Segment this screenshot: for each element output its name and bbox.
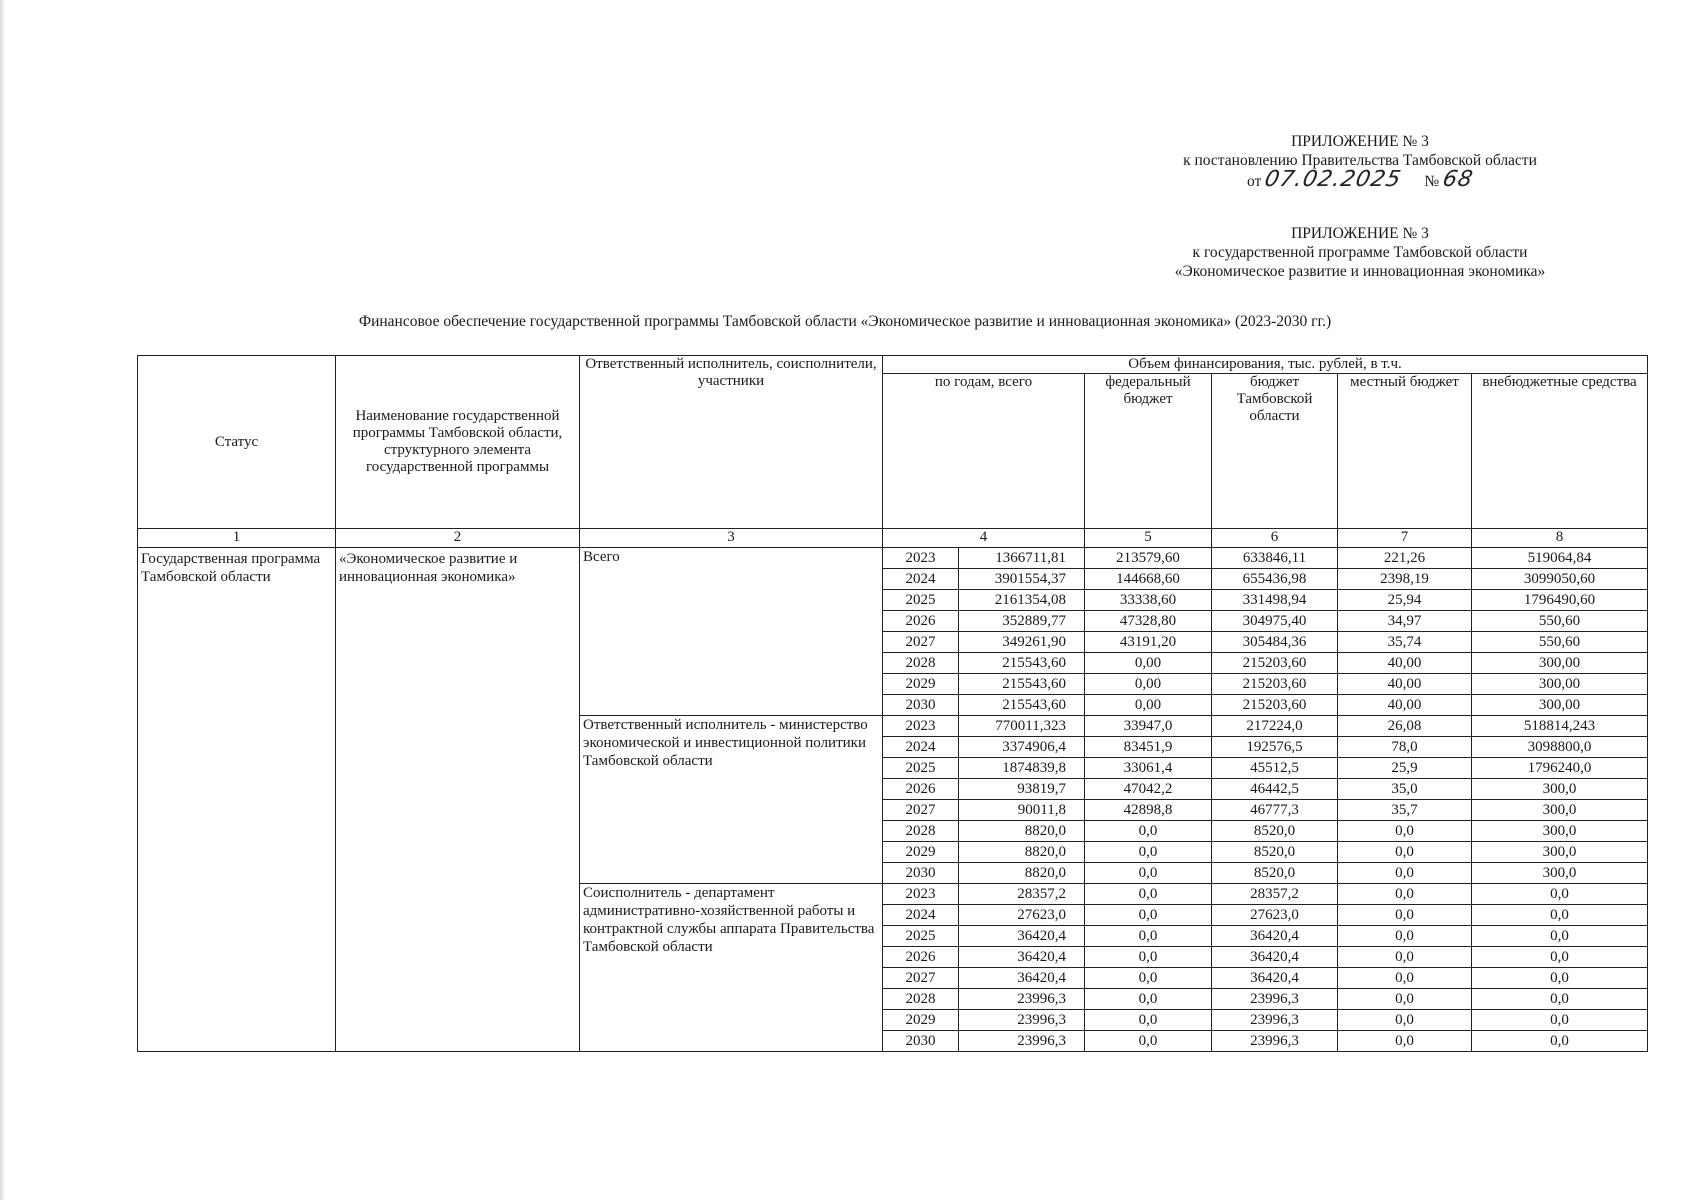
year-cell: 2030	[883, 1031, 959, 1052]
extra-cell: 519064,84	[1472, 548, 1648, 569]
year-cell: 2027	[883, 632, 959, 653]
year-cell: 2030	[883, 695, 959, 716]
regional-cell: 23996,3	[1212, 1010, 1338, 1031]
funding-table	[137, 355, 1648, 1052]
local-cell: 0,0	[1338, 968, 1472, 989]
local-cell: 0,0	[1338, 989, 1472, 1010]
regional-cell: 27623,0	[1212, 905, 1338, 926]
header-local: местный бюджет	[1338, 374, 1472, 529]
local-cell: 221,26	[1338, 548, 1472, 569]
local-cell: 35,0	[1338, 779, 1472, 800]
extra-cell: 550,60	[1472, 611, 1648, 632]
local-cell: 78,0	[1338, 737, 1472, 758]
federal-cell: 0,00	[1085, 695, 1212, 716]
status-cell: Государственная программа Тамбовской области	[138, 548, 336, 1052]
extra-cell: 300,0	[1472, 863, 1648, 884]
federal-cell: 0,0	[1085, 926, 1212, 947]
extra-cell: 300,0	[1472, 800, 1648, 821]
year-cell: 2027	[883, 800, 959, 821]
extra-cell: 0,0	[1472, 926, 1648, 947]
extra-cell: 550,60	[1472, 632, 1648, 653]
local-cell: 25,94	[1338, 590, 1472, 611]
col-number: 3	[580, 529, 883, 548]
federal-cell: 33947,0	[1085, 716, 1212, 737]
total-cell: 36420,4	[959, 926, 1085, 947]
total-cell: 28357,2	[959, 884, 1085, 905]
regional-cell: 45512,5	[1212, 758, 1338, 779]
header-federal: федеральный бюджет	[1085, 374, 1212, 529]
col-number: 1	[138, 529, 336, 548]
regional-cell: 36420,4	[1212, 968, 1338, 989]
year-cell: 2024	[883, 905, 959, 926]
funding-table-body	[138, 548, 1648, 1052]
extra-cell: 0,0	[1472, 905, 1648, 926]
year-cell: 2025	[883, 758, 959, 779]
regional-cell: 8520,0	[1212, 863, 1338, 884]
header-extra: внебюджетные средства	[1472, 374, 1648, 529]
federal-cell: 83451,9	[1085, 737, 1212, 758]
regional-cell: 23996,3	[1212, 1031, 1338, 1052]
federal-cell: 0,0	[1085, 884, 1212, 905]
regional-cell: 36420,4	[1212, 947, 1338, 968]
local-cell: 0,0	[1338, 884, 1472, 905]
federal-cell: 0,0	[1085, 821, 1212, 842]
federal-cell: 0,0	[1085, 1031, 1212, 1052]
scan-edge	[0, 0, 6, 1200]
regional-cell: 331498,94	[1212, 590, 1338, 611]
local-cell: 0,0	[1338, 842, 1472, 863]
total-cell: 23996,3	[959, 1010, 1085, 1031]
local-cell: 0,0	[1338, 1031, 1472, 1052]
extra-cell: 300,00	[1472, 653, 1648, 674]
date-prefix: от	[1246, 173, 1262, 190]
year-cell: 2028	[883, 653, 959, 674]
regional-cell: 28357,2	[1212, 884, 1338, 905]
year-cell: 2026	[883, 611, 959, 632]
year-cell: 2030	[883, 863, 959, 884]
regional-cell: 215203,60	[1212, 653, 1338, 674]
year-cell: 2023	[883, 548, 959, 569]
header-funding: Объем финансирования, тыс. рублей, в т.ч.	[883, 356, 1648, 374]
local-cell: 40,00	[1338, 653, 1472, 674]
federal-cell: 0,0	[1085, 863, 1212, 884]
regional-cell: 655436,98	[1212, 569, 1338, 590]
regional-cell: 304975,40	[1212, 611, 1338, 632]
col-number: 8	[1472, 529, 1648, 548]
local-cell: 35,7	[1338, 800, 1472, 821]
regional-cell: 192576,5	[1212, 737, 1338, 758]
extra-cell: 0,0	[1472, 1010, 1648, 1031]
local-cell: 25,9	[1338, 758, 1472, 779]
handwritten-date: 07.02.2025	[1262, 167, 1404, 192]
total-cell: 93819,7	[959, 779, 1085, 800]
total-cell: 36420,4	[959, 968, 1085, 989]
local-cell: 0,0	[1338, 905, 1472, 926]
total-cell: 2161354,08	[959, 590, 1085, 611]
document-title: Финансовое обеспечение государственной программы Тамбовской области «Экономическое развитие и инновационная экономика» (2023-2030 гг.)	[358, 313, 1332, 330]
appendix-decree-title: ПРИЛОЖЕНИЕ № 3	[1291, 133, 1429, 150]
total-cell: 1366711,81	[959, 548, 1085, 569]
total-cell: 36420,4	[959, 947, 1085, 968]
local-cell: 40,00	[1338, 695, 1472, 716]
regional-cell: 46777,3	[1212, 800, 1338, 821]
total-cell: 3374906,4	[959, 737, 1085, 758]
col-number: 4	[883, 529, 1085, 548]
regional-cell: 215203,60	[1212, 695, 1338, 716]
appendix-program-title: ПРИЛОЖЕНИЕ № 3	[1291, 225, 1429, 242]
year-cell: 2027	[883, 968, 959, 989]
number-prefix: №	[1424, 173, 1440, 190]
extra-cell: 300,0	[1472, 842, 1648, 863]
extra-cell: 3099050,60	[1472, 569, 1648, 590]
extra-cell: 0,0	[1472, 947, 1648, 968]
extra-cell: 1796490,60	[1472, 590, 1648, 611]
total-cell: 349261,90	[959, 632, 1085, 653]
year-cell: 2024	[883, 569, 959, 590]
regional-cell: 46442,5	[1212, 779, 1338, 800]
total-cell: 215543,60	[959, 674, 1085, 695]
regional-cell: 36420,4	[1212, 926, 1338, 947]
regional-cell: 8520,0	[1212, 821, 1338, 842]
executor-cell: Соисполнитель - департамент административно-хозяйственной работы и контрактной службы аппарата Правительства Тамбовской области	[580, 884, 883, 1052]
federal-cell: 0,0	[1085, 905, 1212, 926]
year-cell: 2025	[883, 590, 959, 611]
federal-cell: 43191,20	[1085, 632, 1212, 653]
extra-cell: 0,0	[1472, 968, 1648, 989]
federal-cell: 33061,4	[1085, 758, 1212, 779]
federal-cell: 0,00	[1085, 674, 1212, 695]
header-name: Наименование государственной программы Тамбовской области, структурного элемента государственной программы	[336, 356, 580, 529]
federal-cell: 0,00	[1085, 653, 1212, 674]
appendix-program-name: «Экономическое развитие и инновационная экономика»	[1174, 263, 1546, 280]
total-cell: 90011,8	[959, 800, 1085, 821]
extra-cell: 518814,243	[1472, 716, 1648, 737]
local-cell: 2398,19	[1338, 569, 1472, 590]
federal-cell: 0,0	[1085, 947, 1212, 968]
federal-cell: 47042,2	[1085, 779, 1212, 800]
regional-cell: 633846,11	[1212, 548, 1338, 569]
total-cell: 770011,323	[959, 716, 1085, 737]
year-cell: 2025	[883, 926, 959, 947]
total-cell: 8820,0	[959, 863, 1085, 884]
extra-cell: 1796240,0	[1472, 758, 1648, 779]
local-cell: 0,0	[1338, 926, 1472, 947]
local-cell: 0,0	[1338, 863, 1472, 884]
col-number: 6	[1212, 529, 1338, 548]
year-cell: 2029	[883, 674, 959, 695]
year-cell: 2029	[883, 842, 959, 863]
local-cell: 34,97	[1338, 611, 1472, 632]
total-cell: 23996,3	[959, 989, 1085, 1010]
total-cell: 3901554,37	[959, 569, 1085, 590]
total-cell: 8820,0	[959, 821, 1085, 842]
column-numbers-row	[138, 529, 1648, 548]
extra-cell: 300,00	[1472, 674, 1648, 695]
year-cell: 2026	[883, 779, 959, 800]
local-cell: 0,0	[1338, 821, 1472, 842]
local-cell: 40,00	[1338, 674, 1472, 695]
col-number: 7	[1338, 529, 1472, 548]
extra-cell: 3098800,0	[1472, 737, 1648, 758]
col-number: 2	[336, 529, 580, 548]
year-cell: 2024	[883, 737, 959, 758]
header-by-years: по годам, всего	[883, 374, 1085, 529]
total-cell: 23996,3	[959, 1031, 1085, 1052]
regional-cell: 23996,3	[1212, 989, 1338, 1010]
total-cell: 8820,0	[959, 842, 1085, 863]
federal-cell: 47328,80	[1085, 611, 1212, 632]
total-cell: 27623,0	[959, 905, 1085, 926]
executor-cell: Всего	[580, 548, 883, 716]
header-status: Статус	[138, 356, 336, 529]
extra-cell: 300,00	[1472, 695, 1648, 716]
extra-cell: 0,0	[1472, 884, 1648, 905]
local-cell: 0,0	[1338, 947, 1472, 968]
col-number: 5	[1085, 529, 1212, 548]
appendix-decree-subtitle: к постановлению Правительства Тамбовской области	[1183, 152, 1537, 169]
header-regional: бюджет Тамбовской области	[1212, 374, 1338, 529]
extra-cell: 300,0	[1472, 821, 1648, 842]
handwritten-number: 68	[1440, 167, 1476, 192]
federal-cell: 0,0	[1085, 1010, 1212, 1031]
regional-cell: 305484,36	[1212, 632, 1338, 653]
regional-cell: 217224,0	[1212, 716, 1338, 737]
year-cell: 2029	[883, 1010, 959, 1031]
total-cell: 215543,60	[959, 653, 1085, 674]
year-cell: 2026	[883, 947, 959, 968]
regional-cell: 215203,60	[1212, 674, 1338, 695]
federal-cell: 0,0	[1085, 842, 1212, 863]
local-cell: 35,74	[1338, 632, 1472, 653]
extra-cell: 0,0	[1472, 1031, 1648, 1052]
year-cell: 2023	[883, 716, 959, 737]
extra-cell: 300,0	[1472, 779, 1648, 800]
header-row-1	[138, 356, 1648, 374]
year-cell: 2028	[883, 821, 959, 842]
regional-cell: 8520,0	[1212, 842, 1338, 863]
federal-cell: 42898,8	[1085, 800, 1212, 821]
local-cell: 26,08	[1338, 716, 1472, 737]
total-cell: 215543,60	[959, 695, 1085, 716]
table-row	[138, 548, 1648, 569]
appendix-decree-block	[1150, 132, 1570, 191]
federal-cell: 0,0	[1085, 968, 1212, 989]
executor-cell: Ответственный исполнитель - министерство экономической и инвестиционной политики Тамбовской области	[580, 716, 883, 884]
year-cell: 2028	[883, 989, 959, 1010]
local-cell: 0,0	[1338, 1010, 1472, 1031]
program-name-cell: «Экономическое развитие и инновационная экономика»	[336, 548, 580, 1052]
federal-cell: 33338,60	[1085, 590, 1212, 611]
header-executor: Ответственный исполнитель, соисполнители, участники	[580, 356, 883, 529]
federal-cell: 213579,60	[1085, 548, 1212, 569]
total-cell: 352889,77	[959, 611, 1085, 632]
appendix-program-subtitle: к государственной программе Тамбовской области	[1192, 244, 1528, 261]
extra-cell: 0,0	[1472, 989, 1648, 1010]
total-cell: 1874839,8	[959, 758, 1085, 779]
appendix-decree-date-line	[1150, 167, 1570, 192]
appendix-program-block	[1150, 224, 1570, 281]
federal-cell: 0,0	[1085, 989, 1212, 1010]
year-cell: 2023	[883, 884, 959, 905]
federal-cell: 144668,60	[1085, 569, 1212, 590]
